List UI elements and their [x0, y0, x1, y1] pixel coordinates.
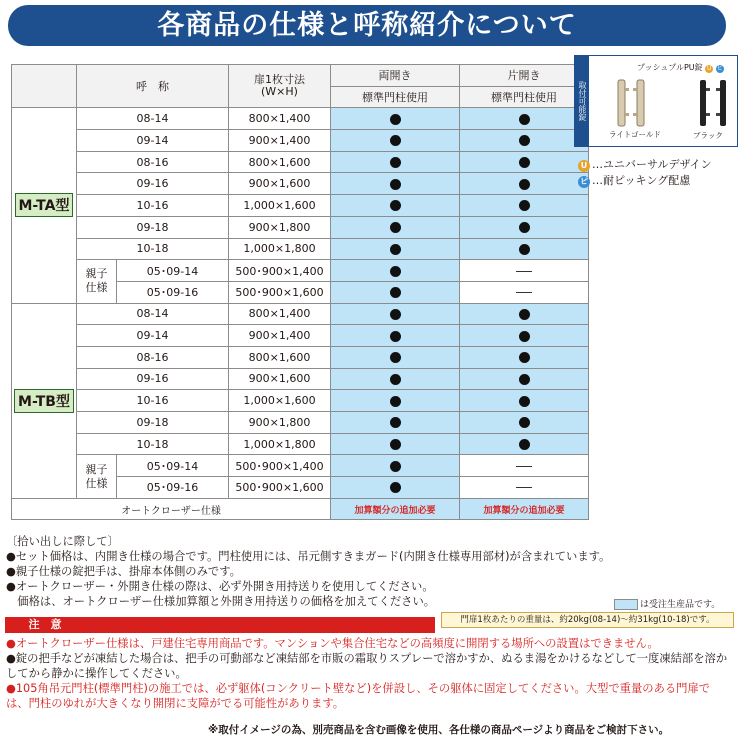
universal-design-icon: U	[578, 160, 590, 172]
autocloser-double	[331, 498, 460, 520]
autocloser-label: オートクローザー仕様	[12, 498, 331, 520]
available-dot-icon	[519, 396, 530, 407]
available-dot-icon	[519, 135, 530, 146]
weight-note: 門扉1枚あたりの重量は、約20kg(08-14)～約31kg(10-18)です。	[441, 612, 734, 628]
available-dot-icon	[519, 374, 530, 385]
nominal-cell: 08-16	[77, 151, 229, 173]
not-available-dash-icon	[516, 271, 532, 272]
header-blank	[12, 65, 77, 108]
available-dot-icon	[390, 439, 401, 450]
table-row	[12, 455, 589, 477]
caution-line: ●錠の把手などが凍結した場合は、把手の可動部など凍結部を市販の霜取りスプレーで溶かすか、ぬるま湯をかけるなどして一度凍結部を溶かしてから静かに操作してください。	[6, 652, 728, 680]
available-dot-icon	[390, 374, 401, 385]
table-row	[12, 390, 589, 412]
page-title: 各商品の仕様と呼称紹介について	[8, 5, 726, 46]
single-cell	[460, 195, 589, 217]
available-dot-icon	[519, 179, 530, 190]
available-dot-icon	[390, 179, 401, 190]
additional-cost-note: 加算額分の追加必要	[354, 505, 436, 516]
caution-heading: 注 意	[28, 618, 62, 631]
single-cell	[460, 260, 589, 282]
header-double-sub: 標準門柱使用	[331, 86, 460, 108]
available-dot-icon	[519, 244, 530, 255]
single-cell	[460, 477, 589, 499]
table-row	[12, 433, 589, 455]
available-dot-icon	[390, 482, 401, 493]
notes-heading: 〔拾い出しに際して〕	[6, 535, 119, 548]
double-cell	[331, 368, 460, 390]
double-cell	[331, 412, 460, 434]
note-line: ●セット価格は、内開き仕様の場合です。門柱使用には、吊元側すきまガード(内開き仕様専用部材)が含まれています。	[6, 550, 611, 563]
table-row	[12, 303, 589, 325]
available-dot-icon	[390, 222, 401, 233]
size-cell: 500･900×1,600	[229, 281, 331, 303]
not-available-dash-icon	[516, 292, 532, 293]
available-dot-icon	[390, 331, 401, 342]
double-cell	[331, 455, 460, 477]
double-cell	[331, 390, 460, 412]
made-to-order-swatch	[614, 599, 638, 610]
single-cell	[460, 108, 589, 130]
double-cell	[331, 130, 460, 152]
oyako-label-cell	[77, 260, 117, 303]
gold-handle-icon	[615, 78, 649, 128]
single-cell	[460, 216, 589, 238]
table-row	[12, 108, 589, 130]
nominal-cell: 09-16	[77, 173, 229, 195]
double-cell	[331, 433, 460, 455]
double-cell	[331, 303, 460, 325]
single-cell	[460, 412, 589, 434]
header-single-sub: 標準門柱使用	[460, 86, 589, 108]
spec-table	[11, 64, 589, 520]
nominal-cell: 10-18	[77, 238, 229, 260]
double-cell	[331, 260, 460, 282]
nominal-cell: 09-14	[77, 130, 229, 152]
available-dot-icon	[390, 287, 401, 298]
double-cell	[331, 346, 460, 368]
nominal-cell: 08-14	[77, 108, 229, 130]
not-available-dash-icon	[516, 466, 532, 467]
available-dot-icon	[390, 200, 401, 211]
lock-heading: プッシュプルPU錠 U ピ	[637, 63, 723, 72]
oyako-label-line2: 仕様	[85, 281, 108, 295]
single-cell	[460, 455, 589, 477]
table-row	[12, 130, 589, 152]
header-size-line1: 扉1枚寸法	[254, 73, 305, 87]
nominal-cell: 09-18	[77, 412, 229, 434]
available-dot-icon	[519, 157, 530, 168]
caption-gold: ライトゴールド	[609, 130, 661, 139]
not-available-dash-icon	[516, 487, 532, 488]
note-line: 価格は、オートクローザー仕様加算額と外開き用持送りの価格を加えてください。	[6, 595, 436, 608]
oyako-label-line1: 親子	[85, 267, 108, 281]
nominal-cell: 08-16	[77, 346, 229, 368]
table-row	[12, 195, 589, 217]
table-row-autocloser	[12, 498, 589, 520]
single-cell	[460, 390, 589, 412]
single-cell	[460, 130, 589, 152]
black-handle-icon	[697, 78, 731, 128]
table-row	[12, 260, 589, 282]
available-dot-icon	[519, 222, 530, 233]
single-cell	[460, 173, 589, 195]
table-row	[12, 346, 589, 368]
available-dot-icon	[390, 352, 401, 363]
nominal-cell: 05･09-16	[117, 281, 229, 303]
autocloser-single	[460, 498, 589, 520]
size-cell: 1,000×1,800	[229, 238, 331, 260]
double-cell	[331, 477, 460, 499]
nominal-cell: 09-18	[77, 216, 229, 238]
oyako-label-cell	[77, 455, 117, 498]
table-row	[12, 151, 589, 173]
available-dot-icon	[519, 114, 530, 125]
available-dot-icon	[519, 309, 530, 320]
header-single: 片開き	[460, 65, 589, 87]
side-tab: 取付可能錠	[575, 56, 589, 146]
double-cell	[331, 238, 460, 260]
size-cell: 500･900×1,400	[229, 455, 331, 477]
nominal-cell: 10-16	[77, 390, 229, 412]
available-dot-icon	[390, 114, 401, 125]
table-row	[12, 238, 589, 260]
double-cell	[331, 195, 460, 217]
double-cell	[331, 216, 460, 238]
caution-block	[6, 636, 732, 711]
additional-cost-note: 加算額分の追加必要	[483, 505, 565, 516]
type-cell	[12, 108, 77, 303]
single-cell	[460, 433, 589, 455]
nominal-cell: 05･09-14	[117, 260, 229, 282]
oyako-label-line2: 仕様	[85, 476, 108, 490]
size-cell: 900×1,800	[229, 216, 331, 238]
double-cell	[331, 325, 460, 347]
size-cell: 800×1,600	[229, 151, 331, 173]
note-line: ●オートクローザー・外開き仕様の際は、必ず外開き用持送りを使用してください。	[6, 580, 434, 593]
nominal-cell: 10-16	[77, 195, 229, 217]
available-dot-icon	[390, 309, 401, 320]
single-cell	[460, 325, 589, 347]
available-dot-icon	[390, 135, 401, 146]
type-cell	[12, 303, 77, 498]
available-dot-icon	[390, 157, 401, 168]
header-double: 両開き	[331, 65, 460, 87]
size-cell: 900×1,400	[229, 130, 331, 152]
table-row	[12, 368, 589, 390]
single-cell	[460, 281, 589, 303]
lock-product-panel	[574, 55, 738, 147]
made-to-order-legend: は受注生産品です。	[614, 597, 720, 610]
caption-black: ブラック	[693, 131, 723, 140]
table-row	[12, 173, 589, 195]
size-cell: 800×1,600	[229, 346, 331, 368]
legend-anti-picking: ピ …耐ピッキング配慮	[580, 174, 691, 187]
size-cell: 1,000×1,600	[229, 195, 331, 217]
type-label: M-TA型	[15, 193, 74, 217]
available-dot-icon	[519, 439, 530, 450]
single-cell	[460, 368, 589, 390]
size-cell: 500･900×1,400	[229, 260, 331, 282]
oyako-label-line1: 親子	[85, 462, 108, 476]
size-cell: 800×1,400	[229, 303, 331, 325]
single-cell	[460, 238, 589, 260]
available-dot-icon	[390, 266, 401, 277]
nominal-cell: 05･09-14	[117, 455, 229, 477]
p-mark-icon: ピ	[716, 65, 723, 72]
size-cell: 900×1,400	[229, 325, 331, 347]
double-cell	[331, 151, 460, 173]
size-cell: 800×1,400	[229, 108, 331, 130]
nominal-cell: 10-18	[77, 433, 229, 455]
legend-universal: U …ユニバーサルデザイン	[578, 156, 712, 172]
header-nominal: 呼 称	[77, 65, 229, 108]
table-row	[12, 325, 589, 347]
caution-bar	[5, 617, 435, 633]
available-dot-icon	[519, 331, 530, 342]
available-dot-icon	[390, 244, 401, 255]
header-size-line2: (W×H)	[261, 85, 298, 99]
nominal-cell: 09-14	[77, 325, 229, 347]
available-dot-icon	[390, 461, 401, 472]
table-row	[12, 412, 589, 434]
double-cell	[331, 281, 460, 303]
size-cell: 500･900×1,600	[229, 477, 331, 499]
available-dot-icon	[519, 352, 530, 363]
caution-line: ●105角吊元門柱(標準門柱)の施工では、必ず躯体(コンクリート壁など)を併設し、その躯体に固定してください。大型で重量のある門扉では、門柱のゆれが大きくなり開閉に支障がでる可能性があります。	[6, 682, 711, 710]
size-cell: 900×1,800	[229, 412, 331, 434]
double-cell	[331, 173, 460, 195]
size-cell: 1,000×1,800	[229, 433, 331, 455]
nominal-cell: 05･09-16	[117, 477, 229, 499]
footer-note: ※取付イメージの為、別売商品を含む画像を使用、各仕様の商品ページより商品をご検討下さい。	[208, 724, 670, 736]
caution-line: ●オートクローザー仕様は、戸建住宅専用商品です。マンションや集合住宅などの高頻度に開閉する場所への設置はできません。	[6, 637, 659, 650]
u-mark-icon: U	[706, 65, 712, 72]
available-dot-icon	[390, 417, 401, 428]
note-line: ●親子仕様の錠把手は、掛扉本体側のみです。	[6, 565, 241, 578]
size-cell: 900×1,600	[229, 368, 331, 390]
anti-picking-icon: ピ	[580, 177, 588, 186]
single-cell	[460, 303, 589, 325]
table-row	[12, 216, 589, 238]
single-cell	[460, 346, 589, 368]
double-cell	[331, 108, 460, 130]
available-dot-icon	[519, 417, 530, 428]
single-cell	[460, 151, 589, 173]
nominal-cell: 09-16	[77, 368, 229, 390]
available-dot-icon	[390, 396, 401, 407]
header-size	[229, 65, 331, 108]
available-dot-icon	[519, 200, 530, 211]
type-label: M-TB型	[14, 389, 74, 413]
size-cell: 1,000×1,600	[229, 390, 331, 412]
nominal-cell: 08-14	[77, 303, 229, 325]
size-cell: 900×1,600	[229, 173, 331, 195]
